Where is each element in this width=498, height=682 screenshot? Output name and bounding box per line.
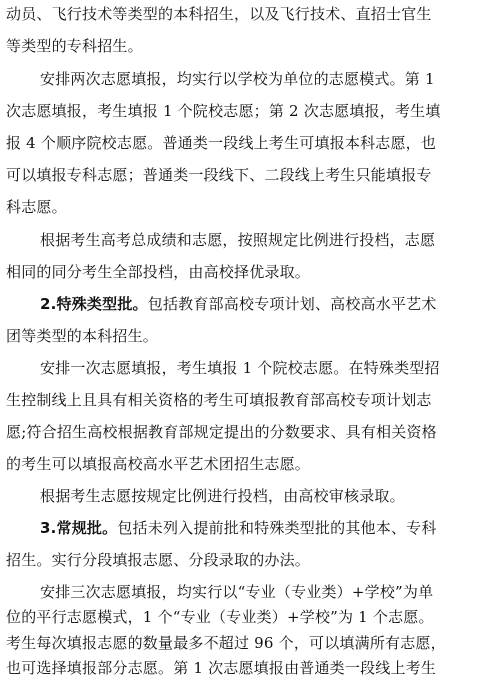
text-line: 根据考生志愿按规定比例进行投档，由高校审核录取。 (40, 487, 405, 505)
section-line (40, 292, 494, 316)
text-line: 报 4 个顺序院校志愿。普通类一段线上考生可填报本科志愿，也 (6, 134, 437, 152)
text-line: 生控制线上且具有相关资格的考生可填报教育部高校专项计划志 (6, 391, 432, 409)
text-line: 招生。实行分段填报志愿、分段录取的办法。 (6, 551, 311, 569)
section-text: 包括未列入提前批和特殊类型批的其他本、专科 (117, 519, 437, 537)
section-line (40, 516, 494, 540)
text-line: 次志愿填报，考生填报 1 个院校志愿；第 2 次志愿填报，考生填 (6, 102, 441, 120)
text-line: 安排三次志愿填报，均实行以“专业（专业类）+学校”为单 (40, 583, 434, 601)
text-line: 科志愿。 (6, 198, 67, 216)
text-line: 相同的同分考生全部投档，由高校择优录取。 (6, 263, 311, 281)
text-line: 安排两次志愿填报，均实行以学校为单位的志愿模式。第 1 (40, 70, 435, 88)
text-line: 根据考生高考总成绩和志愿，按照规定比例进行投档，志愿 (40, 231, 436, 249)
text-line: 也可选择填报部分志愿。第 1 次志愿填报由普通类一段线上考生 (6, 659, 437, 677)
text-line: 的考生可以填报高校高水平艺术团招生志愿。 (6, 455, 311, 473)
text-line: 愿;符合招生高校根据教育部规定提出的分数要求、具有相关资格 (6, 423, 437, 441)
section-heading: 3.常规批。 (40, 519, 118, 537)
text-line: 可以填报专科志愿；普通类一段线下、二段线上考生只能填报专 (6, 166, 432, 184)
text-line: 安排一次志愿填报，考生填报 1 个院校志愿。在特殊类型招 (40, 359, 440, 377)
text-line: 团等类型的本科招生。 (6, 327, 159, 345)
section-heading: 2.特殊类型批。 (40, 295, 148, 313)
text-line: 位的平行志愿模式，1 个“专业（专业类）+学校”为 1 个志愿。 (6, 608, 434, 626)
text-line: 等类型的专科招生。 (6, 37, 143, 55)
text-line: 考生每次填报志愿的数量最多不超过 96 个，可以填满所有志愿， (6, 634, 446, 652)
section-text: 包括教育部高校专项计划、高校高水平艺术 (147, 295, 437, 313)
text-line: 动员、飞行技术等类型的本科招生，以及飞行技术、直招士官生 (6, 5, 432, 23)
